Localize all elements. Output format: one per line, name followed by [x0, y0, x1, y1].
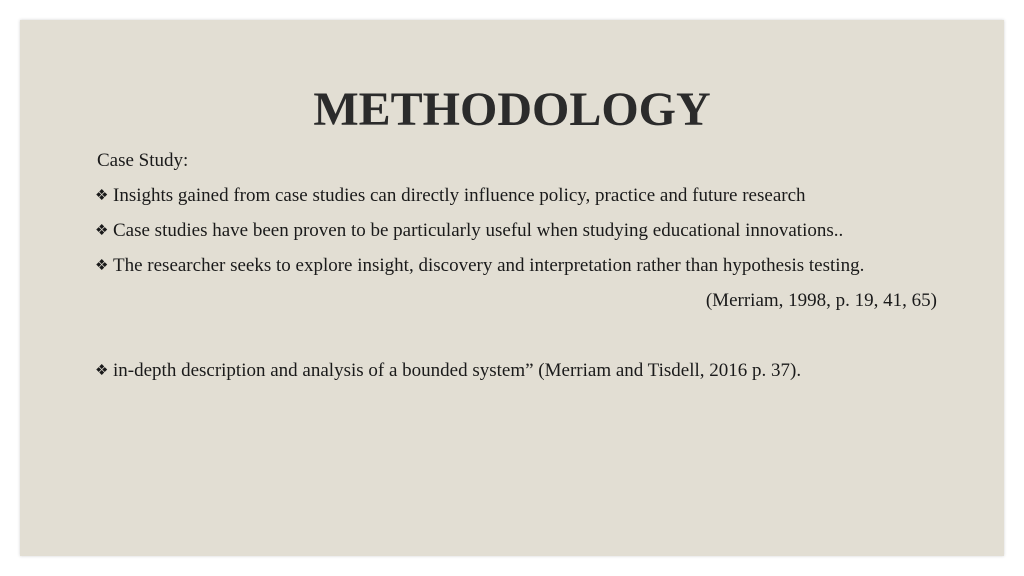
citation: (Merriam, 1998, p. 19, 41, 65)	[705, 290, 937, 311]
diamond-bullet-icon: ❖	[95, 223, 109, 239]
bullet-item	[97, 183, 937, 209]
diamond-bullet-icon: ❖	[95, 258, 109, 274]
spacer	[97, 314, 937, 358]
bullet-item-final	[97, 358, 937, 384]
slide-body	[97, 148, 937, 393]
bullet-item	[97, 218, 937, 244]
bullet-text: Insights gained from case studies can directly influence policy, practice and future research	[113, 185, 806, 206]
bullet-text: in-depth description and analysis of a bounded system” (Merriam and Tisdell, 2016 p. 37).	[113, 360, 802, 381]
bullet-text: The researcher seeks to explore insight, discovery and interpretation rather than hypothesis testing.	[113, 255, 865, 276]
slide	[20, 20, 1004, 556]
diamond-bullet-icon: ❖	[95, 188, 109, 204]
diamond-bullet-icon: ❖	[95, 363, 109, 379]
subheading: Case Study:	[97, 150, 189, 171]
bullet-text: Case studies have been proven to be particularly useful when studying educational innovations..	[113, 220, 844, 241]
slide-title: METHODOLOGY	[313, 83, 711, 136]
bullet-item	[97, 253, 937, 279]
